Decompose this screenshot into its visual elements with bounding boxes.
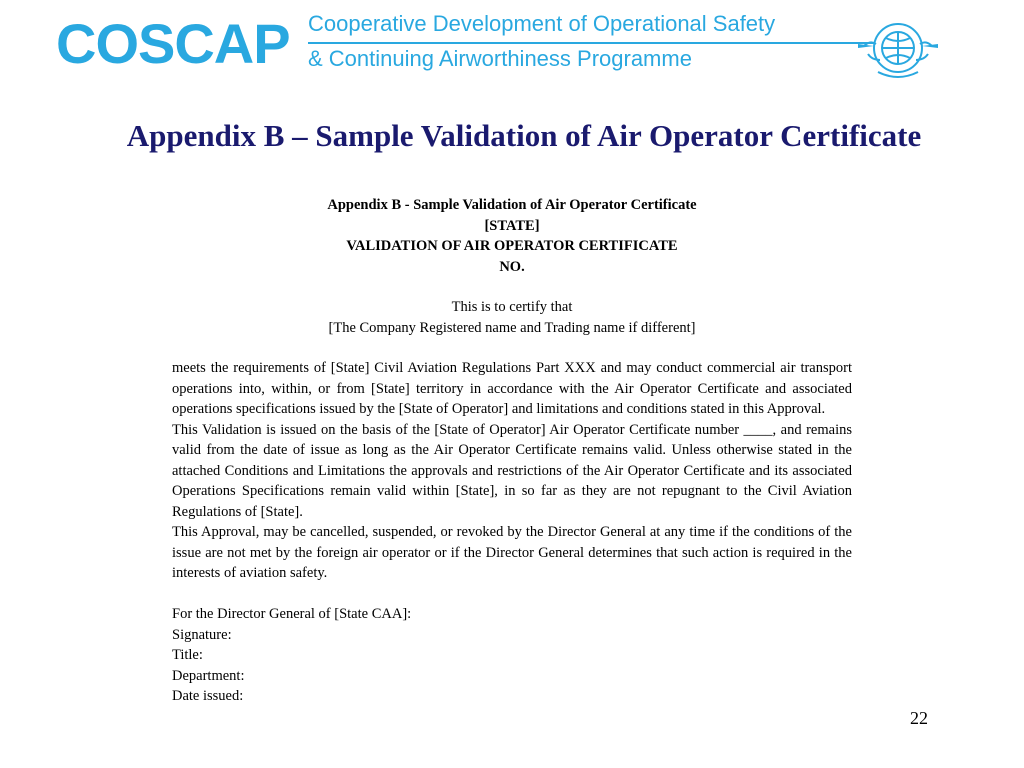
company-name-line: [The Company Registered name and Trading name if different] — [328, 319, 696, 336]
heading-state: [STATE] — [484, 217, 540, 234]
date-issued-field: Date issued: — [172, 688, 244, 704]
department-field: Department: — [172, 667, 245, 684]
requirements-paragraph: meets the requirements of [State] Civil Aviation Regulations Part XXX and may conduct commercial air transport operations into, within, or from [State] territory in accordance with the Air Operator Certificate and associated operations specifications issued by the [State of Operator] and limitations and conditions stated in this Approval. — [172, 360, 852, 417]
signature-field: Signature: — [172, 626, 232, 643]
certify-line: This is to certify that — [451, 299, 573, 315]
tagline-line1: Cooperative Development of Operational Safety — [308, 11, 776, 36]
signature-for-line: For the Director General of [State CAA]: — [172, 606, 412, 622]
revocation-paragraph: This Approval, may be cancelled, suspended, or revoked by the Director General at any time if the conditions of the issue are not met by the foreign air operator or if the Director General determines that such action is required in the interests of aviation safety. — [172, 524, 852, 581]
page-number: 22 — [910, 708, 928, 728]
coscap-logo: COSCAP — [56, 12, 290, 75]
spacer — [172, 584, 852, 605]
certificate-body — [172, 358, 852, 707]
tagline-divider — [308, 42, 874, 44]
header-banner — [0, 0, 1024, 92]
title-field: Title: — [172, 647, 203, 663]
heading-number: NO. — [499, 258, 525, 275]
heading-validation: VALIDATION OF AIR OPERATOR CERTIFICATE — [346, 238, 678, 254]
certify-block — [172, 297, 852, 338]
heading-appendix: Appendix B - Sample Validation of Air Operator Certificate — [327, 197, 697, 213]
slide-title: Appendix B – Sample Validation of Air Operator Certificate — [126, 118, 922, 153]
certificate-heading — [172, 195, 852, 277]
validity-paragraph: This Validation is issued on the basis of the [State of Operator] Air Operator Certificate number ____, and remains valid from the date of issue as long as the Air Operator Certificate remains valid. Unless otherwise stated in the attached Conditions and Limitations the approvals and restrictions of the Air Operator Certificate and its associated Operations Specifications remain valid within [State], in so far as they are not repugnant to the Civil Aviation Regulations of [State]. — [172, 421, 852, 520]
icao-emblem-icon — [856, 8, 940, 88]
tagline-line2: & Continuing Airworthiness Programme — [308, 46, 692, 71]
